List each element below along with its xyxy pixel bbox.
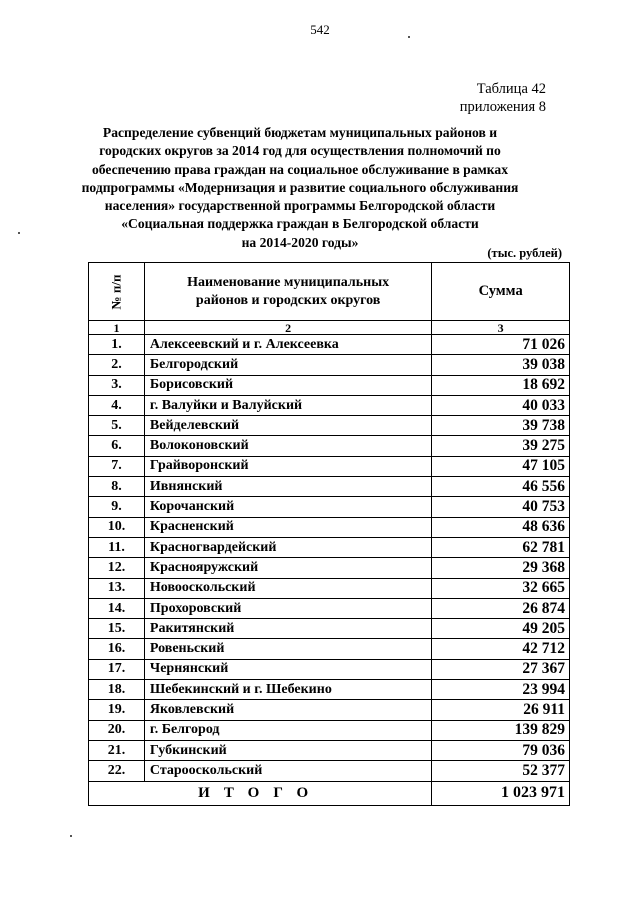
table-row: [89, 720, 570, 740]
amount-cell: 39 038: [432, 355, 570, 375]
row-number-cell: 15.: [89, 619, 145, 639]
table-row: [89, 598, 570, 618]
table-row: [89, 497, 570, 517]
amount-cell: 42 712: [432, 639, 570, 659]
title-line: «Социальная поддержка граждан в Белгородской области: [121, 216, 479, 232]
row-number-cell: 6.: [89, 436, 145, 456]
row-number-cell: 5.: [89, 416, 145, 436]
amount-cell: 39 275: [432, 436, 570, 456]
amount-cell: 26 911: [432, 700, 570, 720]
district-name-cell: Губкинский: [144, 740, 431, 760]
district-name-cell: Шебекинский и г. Шебекино: [144, 680, 431, 700]
district-name-cell: Яковлевский: [144, 700, 431, 720]
district-name-cell: Белгородский: [144, 355, 431, 375]
table-row: [89, 639, 570, 659]
row-number-cell: 8.: [89, 477, 145, 497]
column-number: 3: [432, 321, 570, 335]
district-name-cell: г. Белгород: [144, 720, 431, 740]
amount-cell: 23 994: [432, 680, 570, 700]
amount-cell: 71 026: [432, 335, 570, 355]
header-no: [89, 263, 145, 321]
amount-cell: 47 105: [432, 456, 570, 476]
table-row: [89, 700, 570, 720]
district-name-cell: Вейделевский: [144, 416, 431, 436]
row-number-cell: 19.: [89, 700, 145, 720]
title-line: Распределение субвенций бюджетам муниципальных районов и: [102, 125, 498, 140]
district-name-cell: Прохоровский: [144, 598, 431, 618]
scan-speck: [408, 36, 410, 38]
table-ref-line1: Таблица 42: [476, 81, 546, 97]
table-row: [89, 558, 570, 578]
table-row: [89, 680, 570, 700]
district-name-cell: Алексеевский и г. Алексеевка: [144, 335, 431, 355]
row-number-cell: 13.: [89, 578, 145, 598]
row-number-cell: 20.: [89, 720, 145, 740]
amount-cell: 48 636: [432, 517, 570, 537]
subsidy-table: [88, 262, 570, 806]
amount-cell: 62 781: [432, 537, 570, 557]
scan-speck: [18, 232, 20, 234]
total-row: [89, 781, 570, 805]
amount-cell: 49 205: [432, 619, 570, 639]
amount-cell: 32 665: [432, 578, 570, 598]
table-row: [89, 395, 570, 415]
district-name-cell: Чернянский: [144, 659, 431, 679]
header-name-line2: районов и городских округов: [195, 292, 381, 308]
table-row: [89, 477, 570, 497]
row-number-cell: 4.: [89, 395, 145, 415]
row-number-cell: 21.: [89, 740, 145, 760]
table-row: [89, 740, 570, 760]
district-name-cell: Красненский: [144, 517, 431, 537]
row-number-cell: 18.: [89, 680, 145, 700]
header-no-label: № п/п: [108, 274, 124, 309]
amount-cell: 40 033: [432, 395, 570, 415]
row-number-cell: 14.: [89, 598, 145, 618]
row-number-cell: 2.: [89, 355, 145, 375]
column-number: 1: [89, 321, 145, 335]
district-name-cell: Ракитянский: [144, 619, 431, 639]
amount-cell: 52 377: [432, 761, 570, 781]
amount-cell: 139 829: [432, 720, 570, 740]
row-number-cell: 16.: [89, 639, 145, 659]
table-row: [89, 335, 570, 355]
title-line: городских округов за 2014 год для осуществления полномочий по: [99, 143, 501, 159]
amount-cell: 26 874: [432, 598, 570, 618]
row-number-cell: 17.: [89, 659, 145, 679]
table-row: [89, 456, 570, 476]
units-label: (тыс. рублей): [487, 246, 562, 260]
row-number-cell: 9.: [89, 497, 145, 517]
row-number-cell: 11.: [89, 537, 145, 557]
district-name-cell: Волоконовский: [144, 436, 431, 456]
column-number: 2: [144, 321, 431, 335]
district-name-cell: Старооскольский: [144, 761, 431, 781]
table-row: [89, 416, 570, 436]
table-row: [89, 355, 570, 375]
district-name-cell: Ивнянский: [144, 477, 431, 497]
row-number-cell: 1.: [89, 335, 145, 355]
table-body: [89, 335, 570, 782]
district-name-cell: Красногвардейский: [144, 537, 431, 557]
column-number-row: [89, 321, 570, 335]
table-row: [89, 578, 570, 598]
page-number: 542: [310, 22, 330, 37]
district-name-cell: Корочанский: [144, 497, 431, 517]
row-number-cell: 10.: [89, 517, 145, 537]
amount-cell: 18 692: [432, 375, 570, 395]
header-sum: Сумма: [432, 263, 570, 321]
amount-cell: 39 738: [432, 416, 570, 436]
table-header-row: [89, 263, 570, 321]
table-row: [89, 537, 570, 557]
title-line: на 2014-2020 годы»: [241, 234, 359, 250]
district-name-cell: Новооскольский: [144, 578, 431, 598]
table-row: [89, 659, 570, 679]
document-title: [80, 124, 520, 252]
amount-cell: 40 753: [432, 497, 570, 517]
title-line: обеспечению права граждан на социальное обслуживание в рамках: [91, 161, 509, 177]
district-name-cell: Ровеньский: [144, 639, 431, 659]
district-name-cell: г. Валуйки и Валуйский: [144, 395, 431, 415]
table-row: [89, 761, 570, 781]
district-name-cell: Краснояружский: [144, 558, 431, 578]
table-row: [89, 517, 570, 537]
district-name-cell: Борисовский: [144, 375, 431, 395]
row-number-cell: 12.: [89, 558, 145, 578]
table-row: [89, 436, 570, 456]
table-row: [89, 619, 570, 639]
header-name: [144, 263, 431, 321]
total-sum: 1 023 971: [432, 781, 570, 805]
table-ref-line2: приложения 8: [459, 99, 546, 115]
row-number-cell: 3.: [89, 375, 145, 395]
table-reference: [460, 80, 546, 116]
row-number-cell: 22.: [89, 761, 145, 781]
amount-cell: 79 036: [432, 740, 570, 760]
row-number-cell: 7.: [89, 456, 145, 476]
table-row: [89, 375, 570, 395]
header-name-line1: Наименование муниципальных: [187, 274, 390, 290]
amount-cell: 46 556: [432, 477, 570, 497]
title-line: населения» государственной программы Белгородской области: [104, 198, 496, 214]
scan-speck: [70, 835, 72, 837]
amount-cell: 27 367: [432, 659, 570, 679]
amount-cell: 29 368: [432, 558, 570, 578]
district-name-cell: Грайворонский: [144, 456, 431, 476]
title-line: подпрограммы «Модернизация и развитие социального обслуживания: [81, 179, 519, 195]
total-label: ИТОГО: [89, 781, 432, 805]
